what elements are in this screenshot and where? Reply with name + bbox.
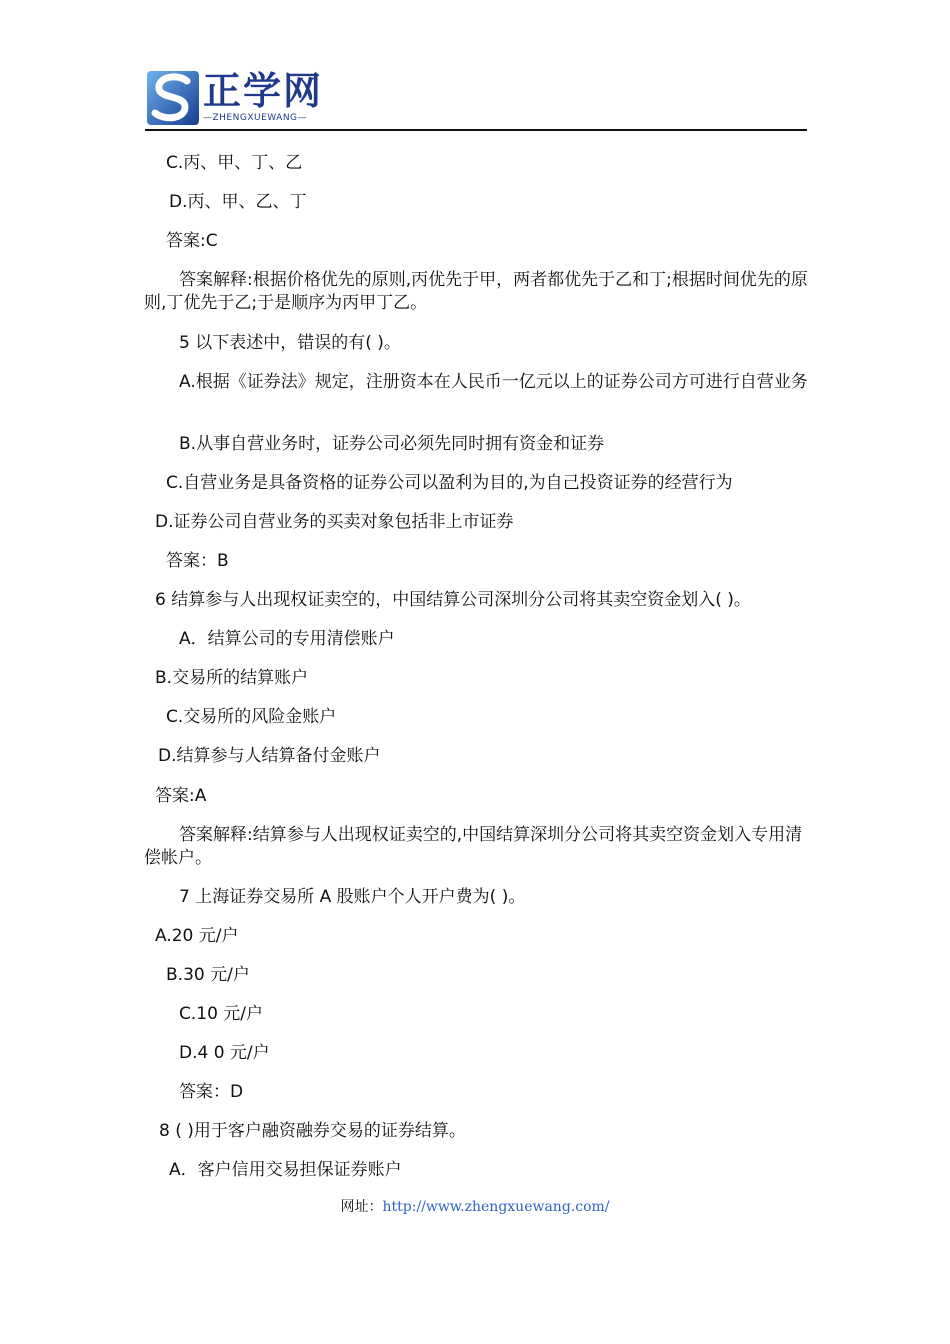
page-footer [0, 1198, 950, 1216]
question-8: 8 ( )用于客户融资融券交易的证券结算。 [159, 1121, 466, 1141]
q5-answer: 答案：B [166, 551, 229, 571]
footer-url-link[interactable]: http://www.zhengxuewang.com/ [382, 1199, 610, 1215]
q6-answer: 答案:A [155, 786, 207, 806]
q6-explanation: 答案解释:结算参与人出现权证卖空的,中国结算深圳分公司将其卖空资金划入专用清偿帐户。 [144, 825, 803, 868]
logo-text: 正学网 [203, 69, 324, 113]
q7-option-a: A.20 元/户 [155, 926, 239, 946]
question-6: 6 结算参与人出现权证卖空的，中国结算公司深圳分公司将其卖空资金划入( )。 [155, 590, 751, 610]
q7-option-d: D.4 0 元/户 [179, 1043, 270, 1063]
q6-option-c: C.交易所的风险金账户 [166, 707, 337, 727]
q5-option-c: C.自营业务是具备资格的证券公司以盈利为目的,为自己投资证券的经营行为 [166, 473, 733, 493]
logo-subtitle: —ZHENGXUEWANG— [203, 113, 308, 123]
option-d-prev: D.丙、甲、乙、丁 [169, 192, 307, 212]
explanation-prev: 答案解释:根据价格优先的原则,丙优先于甲，两者都优先于乙和丁;根据时间优先的原则,丁优先于乙;于是顺序为丙甲丁乙。 [144, 270, 808, 313]
logo-s-icon [147, 71, 199, 125]
footer-label: 网址： [340, 1199, 383, 1215]
q8-option-a: A．客户信用交易担保证券账户 [169, 1160, 402, 1180]
q6-option-a: A．结算公司的专用清偿账户 [179, 629, 395, 649]
question-5: 5 以下表述中，错误的有( )。 [179, 333, 401, 353]
q5-option-d: D.证券公司自营业务的买卖对象包括非上市证券 [155, 512, 514, 532]
q7-option-c: C.10 元/户 [179, 1004, 264, 1024]
option-c-prev: C.丙、甲、丁、乙 [166, 153, 303, 173]
q6-option-d: D.结算参与人结算备付金账户 [158, 746, 381, 766]
q7-answer: 答案：D [179, 1082, 244, 1102]
q5-option-a: A.根据《证券法》规定，注册资本在人民币一亿元以上的证券公司方可进行自营业务 [179, 372, 808, 392]
header-divider [145, 129, 807, 131]
q5-option-b: B.从事自营业务时，证券公司必须先同时拥有资金和证券 [179, 434, 605, 454]
site-header [145, 68, 807, 130]
q7-option-b: B.30 元/户 [166, 965, 250, 985]
answer-prev: 答案:C [166, 231, 218, 251]
question-7: 7 上海证券交易所 A 股账户个人开户费为( )。 [179, 887, 526, 907]
q6-option-b: B.交易所的结算账户 [155, 668, 309, 688]
